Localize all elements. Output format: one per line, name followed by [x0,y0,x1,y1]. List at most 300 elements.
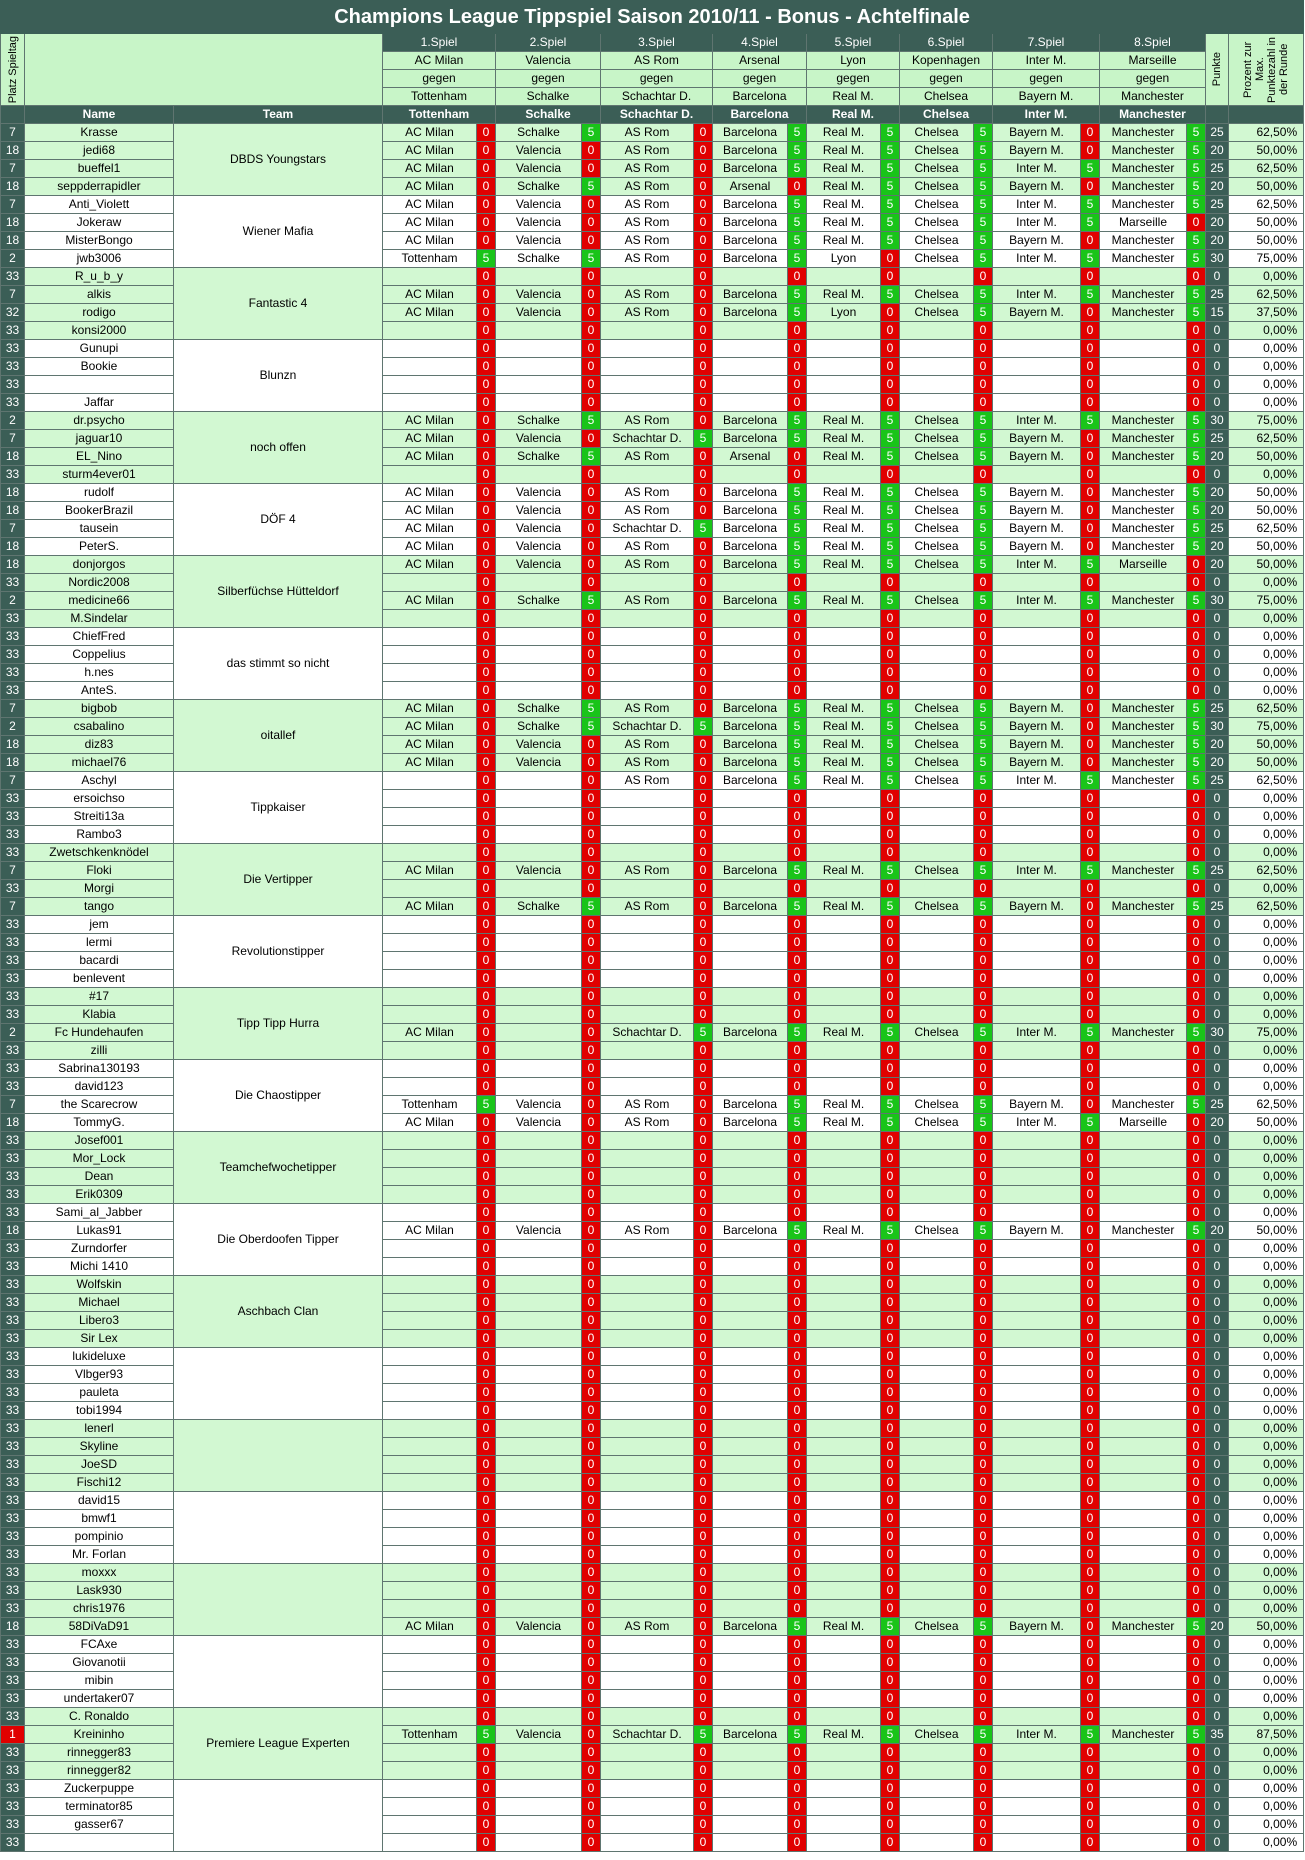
punkte-header-spacer [1206,106,1229,124]
tip-team [496,1492,582,1510]
punkte-cell: 0 [1206,1186,1229,1204]
tip-points: 0 [477,1402,496,1420]
tip-points: 0 [1081,1582,1100,1600]
tip-points: 0 [788,178,807,196]
platz-cell: 7 [1,160,25,178]
tip-points: 0 [1187,1168,1206,1186]
punkte-cell: 0 [1206,952,1229,970]
prozent-cell: 50,00% [1229,502,1304,520]
prozent-cell: 0,00% [1229,1798,1304,1816]
tip-team [713,1240,788,1258]
tip-points: 5 [1187,1618,1206,1636]
prozent-cell: 0,00% [1229,1240,1304,1258]
tip-points: 0 [694,322,713,340]
platz-cell: 33 [1,1186,25,1204]
tip-team [900,682,974,700]
prozent-cell: 50,00% [1229,1618,1304,1636]
tip-team [713,1600,788,1618]
tip-points: 0 [881,1528,900,1546]
tip-team [807,610,881,628]
tip-points: 0 [1081,448,1100,466]
team-name: Aschbach Clan [174,1276,383,1348]
prozent-cell: 50,00% [1229,1114,1304,1132]
tip-points: 0 [477,1150,496,1168]
tip-team [601,646,694,664]
tip-team [383,1006,477,1024]
tip-points: 0 [881,1330,900,1348]
tip-points: 0 [694,970,713,988]
tip-points: 0 [974,1456,993,1474]
tip-points: 0 [477,1420,496,1438]
tip-points: 0 [694,412,713,430]
tip-team [601,1528,694,1546]
prozent-cell: 50,00% [1229,142,1304,160]
prozent-cell: 50,00% [1229,214,1304,232]
tip-team [1100,790,1187,808]
player-name: Kreininho [25,1726,174,1744]
team-name: Fantastic 4 [174,268,383,340]
tip-points: 0 [788,376,807,394]
tip-points: 0 [1187,1042,1206,1060]
tip-points: 0 [582,916,601,934]
team-name: Silberfüchse Hütteldorf [174,556,383,628]
tip-points: 5 [788,1726,807,1744]
tip-team [993,1834,1081,1852]
tip-points: 0 [974,844,993,862]
platz-cell: 33 [1,682,25,700]
tip-points: 0 [477,1564,496,1582]
tip-points: 0 [1081,700,1100,718]
prozent-cell: 0,00% [1229,1744,1304,1762]
tip-points: 0 [477,160,496,178]
tip-team [993,1690,1081,1708]
tip-team: Chelsea [900,430,974,448]
prozent-cell: 0,00% [1229,1312,1304,1330]
tip-team: AS Rom [601,484,694,502]
tip-team: AC Milan [383,898,477,916]
tip-team: Barcelona [713,304,788,322]
tip-points: 0 [881,1132,900,1150]
table-row [1,196,1304,214]
tip-team [383,970,477,988]
tip-team [496,1654,582,1672]
platz-cell: 33 [1,340,25,358]
tip-team [993,1240,1081,1258]
prozent-cell: 87,50% [1229,1726,1304,1744]
tip-points: 5 [881,736,900,754]
tip-team [713,268,788,286]
tip-team [993,628,1081,646]
game-away: Bayern M. [993,88,1100,106]
tip-points: 5 [788,412,807,430]
tip-points: 5 [477,1096,496,1114]
player-name: seppderrapidler [25,178,174,196]
tip-team: Chelsea [900,1618,974,1636]
player-name: Michael [25,1294,174,1312]
tip-team [1100,1258,1187,1276]
tip-points: 5 [974,538,993,556]
tip-points: 0 [694,286,713,304]
tip-points: 5 [881,556,900,574]
tip-team [900,1276,974,1294]
table-row [1,1132,1304,1150]
platz-cell: 7 [1,700,25,718]
punkte-cell: 0 [1206,1816,1229,1834]
tip-team: AS Rom [601,142,694,160]
prozent-cell: 75,00% [1229,1024,1304,1042]
tip-points: 0 [582,808,601,826]
tip-team: AC Milan [383,142,477,160]
tip-points: 0 [694,1330,713,1348]
player-name: Libero3 [25,1312,174,1330]
tip-points: 0 [974,808,993,826]
tip-team [1100,394,1187,412]
tip-team [601,1258,694,1276]
tip-team: AC Milan [383,304,477,322]
tip-team [496,1636,582,1654]
tip-points: 0 [974,394,993,412]
team-name [174,1348,383,1420]
tip-team [1100,1294,1187,1312]
tip-team [807,1276,881,1294]
tip-points: 0 [582,1024,601,1042]
tip-team [601,1834,694,1852]
tip-team: Manchester [1100,412,1187,430]
tip-team [496,1078,582,1096]
tip-team [713,1384,788,1402]
tip-points: 0 [582,1672,601,1690]
punkte-cell: 0 [1206,1258,1229,1276]
tip-points: 0 [974,1168,993,1186]
tip-team [496,610,582,628]
tip-points: 5 [881,142,900,160]
game-away: Barcelona [713,88,807,106]
tip-points: 5 [1187,484,1206,502]
platz-cell: 33 [1,1168,25,1186]
tip-team [900,322,974,340]
tip-team [496,1564,582,1582]
team-name: das stimmt so nicht [174,628,383,700]
tip-points: 5 [1187,1096,1206,1114]
tip-team: Bayern M. [993,1096,1081,1114]
tip-points: 0 [477,628,496,646]
tip-team [601,1510,694,1528]
tip-team [713,826,788,844]
tip-points: 0 [788,1186,807,1204]
punkte-cell: 0 [1206,682,1229,700]
tip-team: Bayern M. [993,142,1081,160]
prozent-cell: 0,00% [1229,1456,1304,1474]
tip-team [807,1402,881,1420]
tip-points: 0 [582,502,601,520]
punkte-cell: 30 [1206,718,1229,736]
tip-team [496,1312,582,1330]
platz-cell: 33 [1,322,25,340]
tip-team [807,358,881,376]
punkte-cell: 0 [1206,664,1229,682]
punkte-cell: 30 [1206,592,1229,610]
game-home: AC Milan [383,52,496,70]
tip-team [383,1168,477,1186]
tip-points: 0 [582,1258,601,1276]
platz-cell: 7 [1,196,25,214]
punkte-cell: 0 [1206,1564,1229,1582]
tip-team [383,1132,477,1150]
tip-team [383,358,477,376]
tip-team [993,1204,1081,1222]
platz-cell: 33 [1,934,25,952]
player-name: pompinio [25,1528,174,1546]
tip-team [807,1690,881,1708]
tip-team [601,1762,694,1780]
tip-points: 0 [582,1042,601,1060]
tip-points: 0 [974,1276,993,1294]
prozent-cell: 62,50% [1229,1096,1304,1114]
prozent-cell: 0,00% [1229,1438,1304,1456]
tip-points: 0 [974,1438,993,1456]
tip-points: 0 [1081,322,1100,340]
tip-team [1100,1816,1187,1834]
player-name: Jaffar [25,394,174,412]
tip-team: Chelsea [900,520,974,538]
tip-points: 0 [694,1690,713,1708]
tip-points: 0 [1187,1636,1206,1654]
tip-points: 0 [974,1690,993,1708]
tip-team [713,1150,788,1168]
tip-points: 0 [1187,1078,1206,1096]
tip-team: Real M. [807,484,881,502]
platz-cell: 18 [1,556,25,574]
tip-points: 0 [1187,214,1206,232]
tip-points: 0 [1081,1708,1100,1726]
tip-points: 0 [1187,1474,1206,1492]
tip-points: 0 [582,862,601,880]
tip-points: 0 [1081,1528,1100,1546]
tip-points: 5 [788,502,807,520]
platz-cell: 18 [1,754,25,772]
player-name [25,1834,174,1852]
tip-team: Barcelona [713,754,788,772]
tip-team [383,1708,477,1726]
tip-team [807,1132,881,1150]
tip-points: 0 [881,1690,900,1708]
tip-points: 0 [1187,322,1206,340]
tip-team: AS Rom [601,1222,694,1240]
punkte-header: Punkte [1206,34,1229,106]
tip-team [807,1546,881,1564]
tip-points: 5 [1081,1024,1100,1042]
tip-team [383,1474,477,1492]
tip-points: 0 [788,1258,807,1276]
tip-team: Barcelona [713,196,788,214]
tip-points: 5 [788,592,807,610]
tip-points: 0 [582,466,601,484]
tip-team [601,1348,694,1366]
tip-team [601,952,694,970]
tip-team: Real M. [807,538,881,556]
tip-points: 5 [788,520,807,538]
tip-points: 0 [582,1168,601,1186]
tip-team [1100,952,1187,970]
sheet-title: Champions League Tippspiel Saison 2010/11 - Bonus - Achtelfinale [1,1,1304,34]
tip-team: Inter M. [993,1114,1081,1132]
tip-points: 0 [694,1078,713,1096]
player-name: bigbob [25,700,174,718]
tip-team [1100,1060,1187,1078]
tip-points: 5 [1187,772,1206,790]
prozent-cell: 0,00% [1229,916,1304,934]
platz-cell: 18 [1,232,25,250]
punkte-cell: 0 [1206,1294,1229,1312]
tip-team [993,970,1081,988]
tip-points: 0 [582,1330,601,1348]
platz-cell: 33 [1,394,25,412]
tip-team [496,790,582,808]
tip-team [601,1366,694,1384]
tip-points: 0 [477,1600,496,1618]
game-winner: Schalke [496,106,601,124]
tip-points: 0 [694,358,713,376]
tip-points: 5 [974,1114,993,1132]
tip-points: 5 [1187,898,1206,916]
punkte-cell: 25 [1206,520,1229,538]
tip-points: 5 [788,286,807,304]
tip-points: 0 [974,1672,993,1690]
team-name: Die Chaostipper [174,1060,383,1132]
player-name: Coppelius [25,646,174,664]
tip-team: Manchester [1100,178,1187,196]
tip-points: 0 [694,1492,713,1510]
tip-points: 0 [788,970,807,988]
tip-points: 5 [974,1618,993,1636]
player-name: Gunupi [25,340,174,358]
tip-points: 0 [788,1204,807,1222]
tip-team [807,1366,881,1384]
player-name: Sami_al_Jabber [25,1204,174,1222]
player-name: lenerl [25,1420,174,1438]
player-name: konsi2000 [25,322,174,340]
player-name: PeterS. [25,538,174,556]
player-name: jedi68 [25,142,174,160]
tip-points: 5 [1187,196,1206,214]
tip-points: 0 [477,430,496,448]
punkte-cell: 20 [1206,214,1229,232]
tip-team: AS Rom [601,736,694,754]
tip-points: 0 [477,1384,496,1402]
tip-team [601,376,694,394]
punkte-cell: 0 [1206,1150,1229,1168]
punkte-cell: 0 [1206,358,1229,376]
tip-points: 0 [477,304,496,322]
tip-team [496,1456,582,1474]
tip-points: 0 [582,1654,601,1672]
platz-cell: 33 [1,1348,25,1366]
prozent-cell: 0,00% [1229,1474,1304,1492]
tip-points: 0 [974,664,993,682]
tip-team [496,340,582,358]
tip-team [993,1312,1081,1330]
tip-points: 0 [582,556,601,574]
tip-points: 0 [694,448,713,466]
platz-cell: 18 [1,484,25,502]
tip-team [807,988,881,1006]
tip-points: 0 [477,178,496,196]
tip-points: 5 [881,448,900,466]
tip-team [1100,646,1187,664]
tip-team: AS Rom [601,412,694,430]
tip-team [383,1330,477,1348]
prozent-cell: 0,00% [1229,1510,1304,1528]
tip-points: 0 [694,340,713,358]
player-name: medicine66 [25,592,174,610]
table-row [1,1492,1304,1510]
tip-team [1100,664,1187,682]
tip-team [1100,1276,1187,1294]
tip-points: 5 [881,124,900,142]
tip-points: 0 [477,1276,496,1294]
tip-team: Chelsea [900,448,974,466]
punkte-cell: 0 [1206,1708,1229,1726]
platz-cell: 18 [1,142,25,160]
player-name: michael76 [25,754,174,772]
punkte-cell: 20 [1206,448,1229,466]
tip-team [601,1168,694,1186]
punkte-cell: 20 [1206,754,1229,772]
tip-points: 0 [788,1762,807,1780]
prozent-cell: 0,00% [1229,1420,1304,1438]
tip-team [807,268,881,286]
punkte-cell: 0 [1206,1366,1229,1384]
platz-cell: 33 [1,268,25,286]
platz-cell: 2 [1,592,25,610]
tip-team: AC Milan [383,1222,477,1240]
tip-team [496,1708,582,1726]
tip-points: 5 [788,484,807,502]
tip-team [383,1546,477,1564]
tip-team: AS Rom [601,1114,694,1132]
punkte-cell: 0 [1206,1132,1229,1150]
tip-team [900,574,974,592]
tip-team [900,808,974,826]
prozent-cell: 0,00% [1229,1402,1304,1420]
tip-points: 0 [477,880,496,898]
player-name: Fc Hundehaufen [25,1024,174,1042]
tip-points: 0 [1187,826,1206,844]
prozent-cell: 62,50% [1229,286,1304,304]
punkte-cell: 0 [1206,1384,1229,1402]
prozent-header: Prozent zur Max. Punktezahl in der Runde [1229,34,1304,106]
tip-team: Chelsea [900,232,974,250]
tip-team [496,1546,582,1564]
punkte-cell: 0 [1206,1348,1229,1366]
tip-points: 0 [974,1582,993,1600]
tip-team [993,1294,1081,1312]
tip-team [1100,1708,1187,1726]
tip-points: 0 [1187,1816,1206,1834]
prozent-cell: 50,00% [1229,232,1304,250]
tip-team [601,1186,694,1204]
punkte-cell: 20 [1206,1222,1229,1240]
tip-team: AC Milan [383,736,477,754]
tip-points: 0 [477,358,496,376]
platz-cell: 33 [1,970,25,988]
tip-team [993,1816,1081,1834]
tip-team: Manchester [1100,862,1187,880]
punkte-cell: 0 [1206,1330,1229,1348]
tip-points: 0 [694,772,713,790]
tip-points: 0 [694,250,713,268]
tip-team [807,1780,881,1798]
